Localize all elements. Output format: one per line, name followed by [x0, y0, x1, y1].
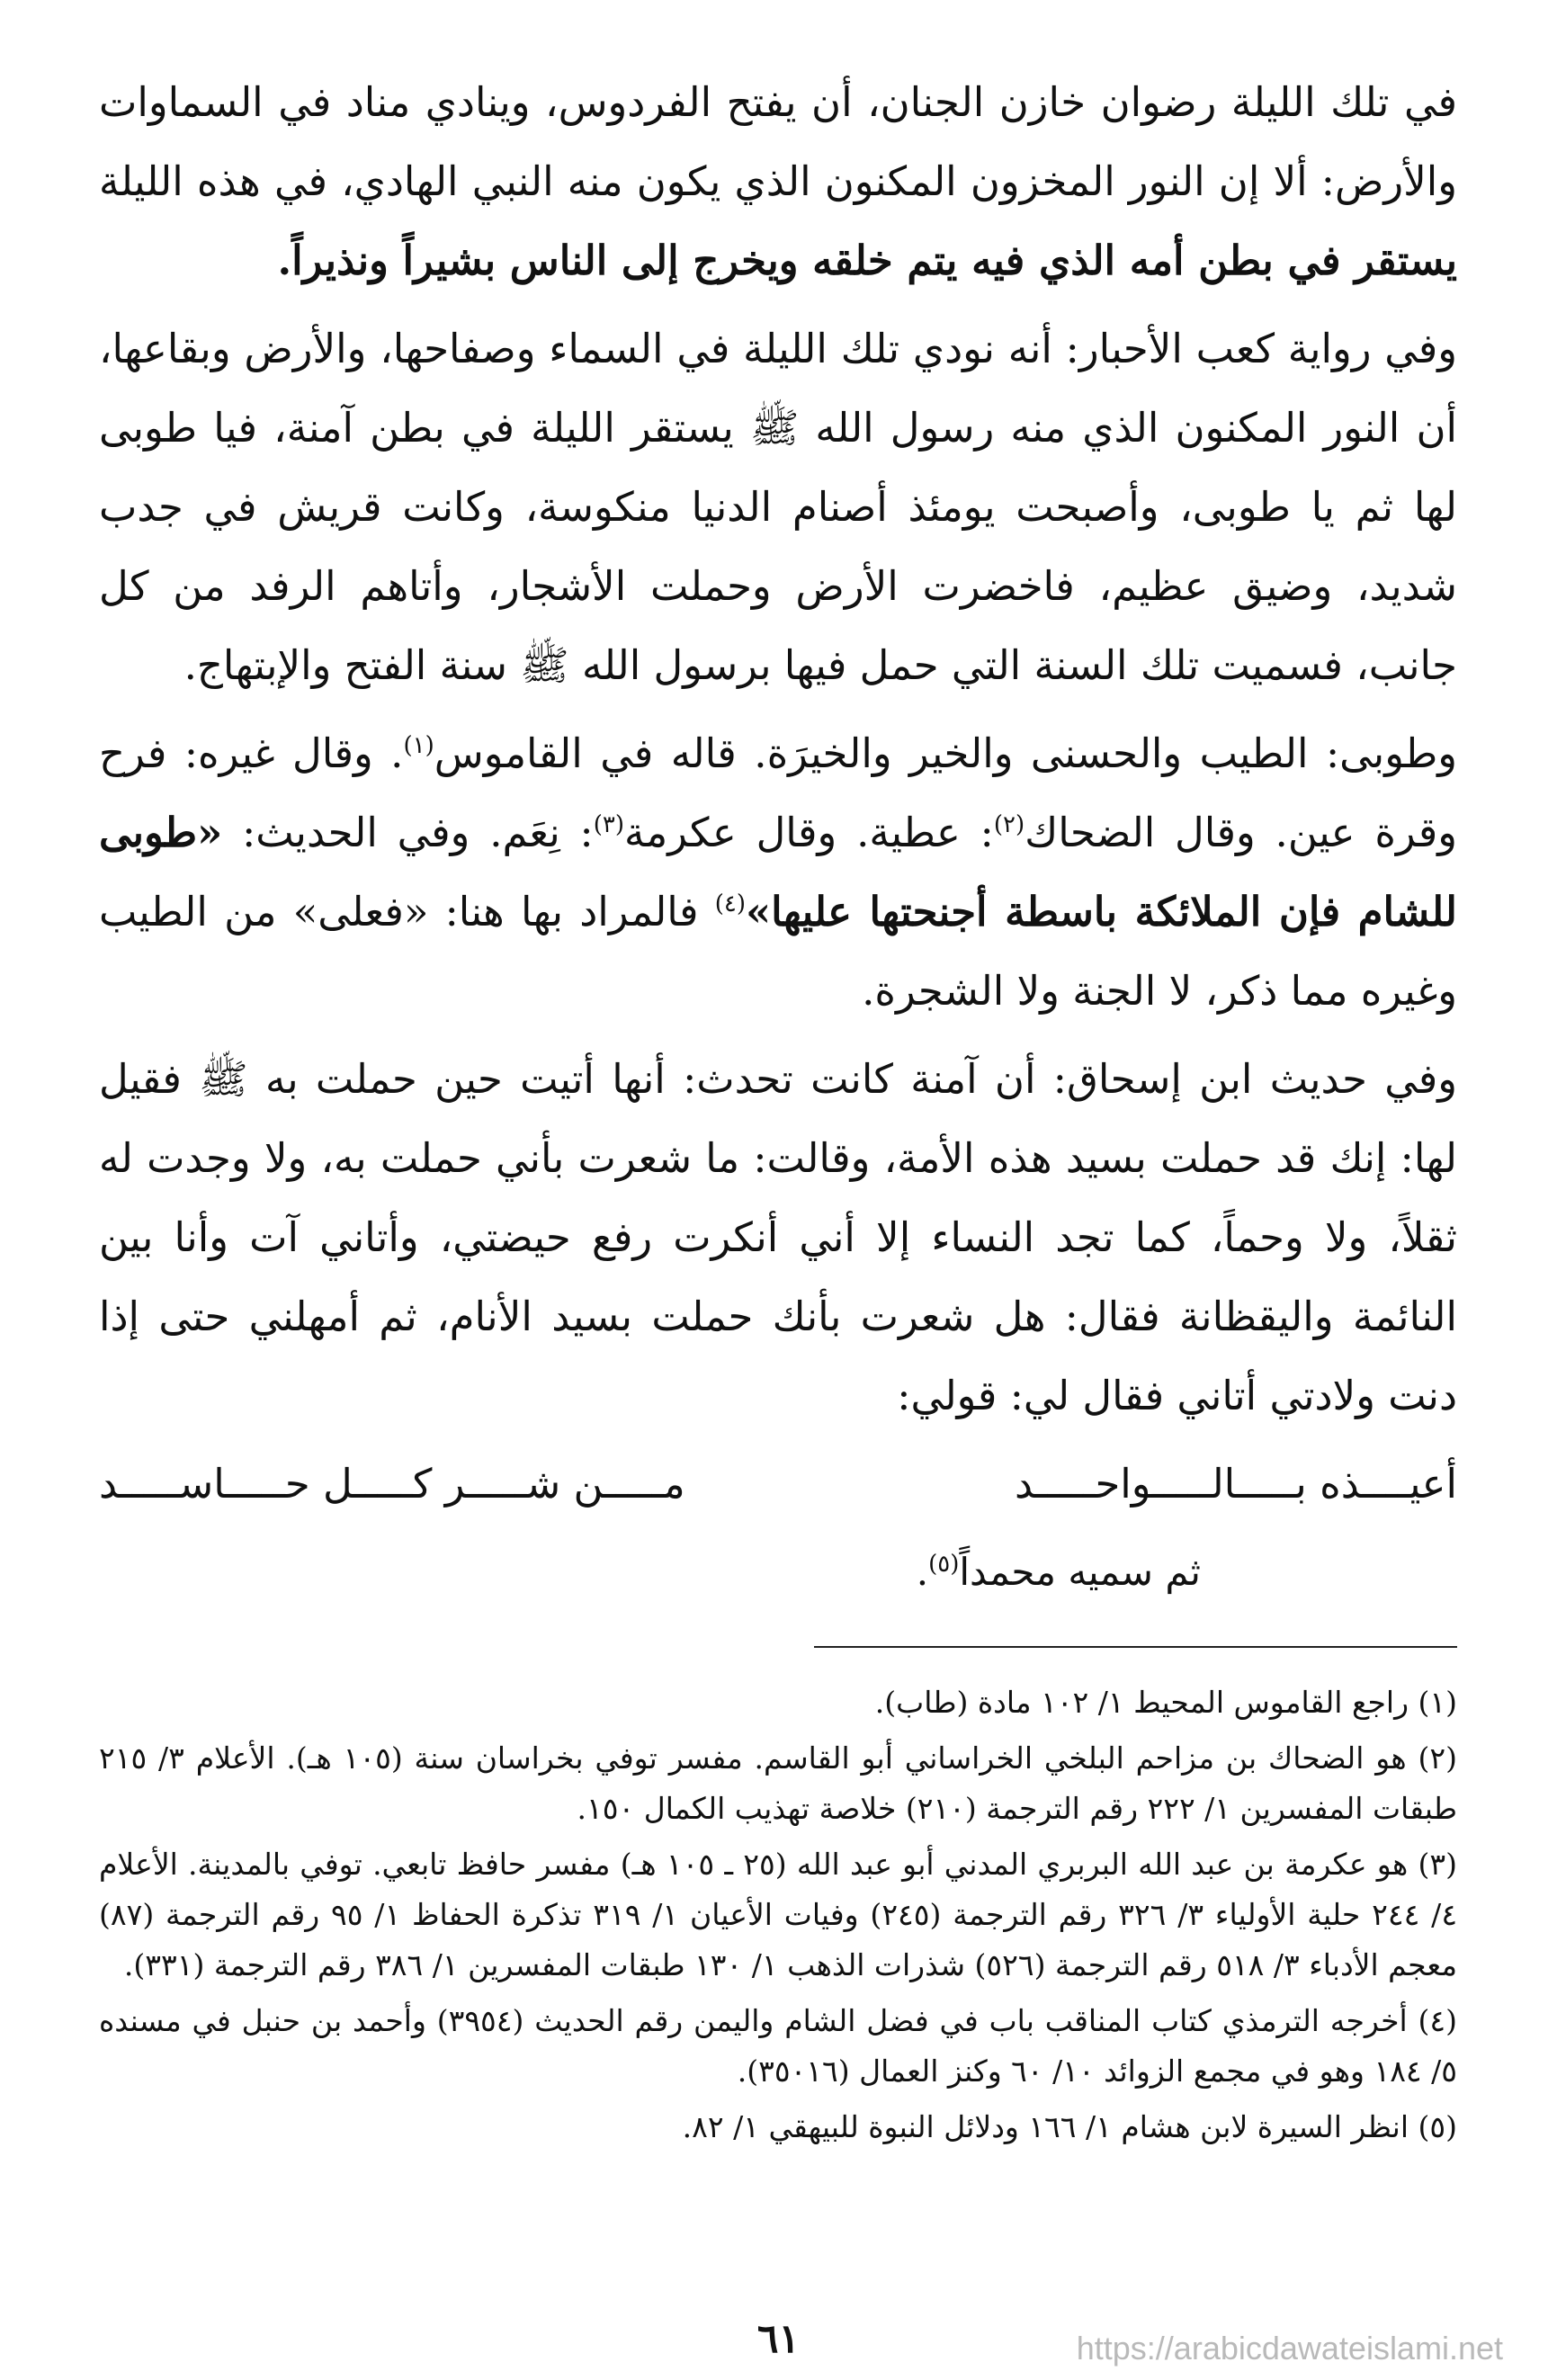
- footnote-1: (١) راجع القاموس المحيط ١/ ١٠٢ مادة (طاب).: [874, 1685, 1457, 1720]
- footnote-ref-1[interactable]: (١): [403, 732, 434, 759]
- footnote-ref-5[interactable]: (٥): [928, 1551, 960, 1578]
- verse-line: [99, 1445, 1457, 1524]
- paragraph-3-text-e: فالمراد بها هنا: «فعلى» من الطيب وغيره مما ذكر، لا الجنة ولا الشجرة.: [99, 888, 1457, 1015]
- footnote-divider: [814, 1646, 1457, 1648]
- paragraph-1: [99, 63, 1457, 300]
- paragraph-4: وفي حديث ابن إسحاق: أن آمنة كانت تحدث: أنها أتيت حين حملت به ﷺ فقيل لها: إنك قد حملت بسيد هذه الأمة، وقالت: ما شعرت بأني حملت به، ولا وجدت له ثقلاً، ولا وحماً، كما تجد النساء إلا أني أنكرت رفع حيضتي، وأتاني آت وأنا بين النائمة واليقظانة فقال: هل شعرت بأنك حملت بسيد الأنام، ثم أمهلني حتى إذا دنت ولادتي أتاني فقال لي: قولي:: [99, 1055, 1457, 1419]
- paragraph-3-text-c: : عطية. وقال عكرمة: [624, 809, 994, 856]
- footnote-ref-2[interactable]: (٢): [993, 811, 1025, 838]
- paragraph-3-text-b: . وقال غيره: فرح وقرة عين. وقال الضحاك: [99, 729, 1457, 856]
- paragraph-3: [99, 714, 1457, 1031]
- paragraph-1-bold-text: يستقر في بطن أمه الذي فيه يتم خلقه ويخرج إلى الناس بشيراً ونذيراً.: [277, 237, 1457, 284]
- paragraph-3-text-d: : نِعَم. وفي الحديث:: [242, 809, 594, 856]
- footnote-4: (٤) أخرجه الترمذي كتاب المناقب باب في فضل الشام واليمن رقم الحديث (٣٩٥٤) وأحمد بن حنبل في مسنده ٥/ ١٨٤ وهو في مجمع الزوائد ١٠/ ٦٠ وكنز العمال (٣٥٠١٦).: [99, 2003, 1457, 2089]
- footnote-5: (٥) انظر السيرة لابن هشام ١/ ١٦٦ ودلائل النبوة للبيهقي ١/ ٨٢.: [682, 2109, 1457, 2144]
- paragraph-3-text-a: وطوبى: الطيب والحسنى والخير والخيرَة. قاله في القاموس: [434, 729, 1457, 777]
- footnote-ref-3[interactable]: (٣): [593, 811, 624, 838]
- footnotes: [99, 1678, 1457, 2158]
- paragraph-2: وفي رواية كعب الأحبار: أنه نودي تلك الليلة في السماء وصفاحها، والأرض وبقاعها، أن النور المكنون الذي منه رسول الله ﷺ يستقر الليلة في بطن آمنة، فيا طوبى لها ثم يا طوبى، وأصبحت يومئذ أصنام الدنيا منكوسة، وكانت قريش في جدب شديد، وضيق عظيم، فاخضرت الأرض وحملت الأشجار، وأتاهم الرفد من كل جانب، فسميت تلك السنة التي حمل فيها برسول الله ﷺ سنة الفتح والإبتهاج.: [99, 325, 1457, 689]
- page-content: [99, 63, 1457, 2366]
- verse-hemistich-2: مـــــن شـــــر كـــــل حـــــاســـــد: [99, 1460, 685, 1508]
- verse-closing-text: ثم سميه محمداً: [959, 1550, 1201, 1594]
- verse-closing-tail: .: [916, 1550, 929, 1594]
- footnote-ref-4[interactable]: (٤): [714, 890, 747, 917]
- verse-hemistich-1: أعيــــذه بـــــالـــــواحـــــد: [1014, 1460, 1457, 1508]
- footnote-3: (٣) هو عكرمة بن عبد الله البربري المدني أبو عبد الله (٢٥ ـ ١٠٥ هـ) مفسر حافظ تابعي. توفي بالمدينة. الأعلام ٤/ ٢٤٤ حلية الأولياء ٣/ ٣٢٦ رقم الترجمة (٢٤٥) وفيات الأعيان ١/ ٣١٩ تذكرة الحفاظ ١/ ٩٥ رقم الترجمة (٨٧) معجم الأدباء ٣/ ٥١٨ رقم الترجمة (٥٢٦) شذرات الذهب ١/ ١٣٠ طبقات المفسرين ١/ ٣٨٦ رقم الترجمة (٣٣١).: [99, 1847, 1458, 1982]
- watermark-url: https://arabicdawateislami.net: [1076, 2330, 1503, 2367]
- page-number: ٦١: [756, 2316, 801, 2362]
- hadith-quote: «طوبى للشام فإن الملائكة باسطة أجنحتها عليها»: [99, 809, 1457, 935]
- verse-closing: [99, 1533, 1457, 1612]
- paragraph-1-text: في تلك الليلة رضوان خازن الجنان، أن يفتح الفردوس، وينادي مناد في السماوات والأرض: ألا إن النور المخزون المكنون الذي يكون منه النبي الهادي، في هذه الليلة: [99, 78, 1457, 205]
- footnote-2: (٢) هو الضحاك بن مزاحم البلخي الخراساني أبو القاسم. مفسر توفي بخراسان سنة (١٠٥ هـ). الأعلام ٣/ ٢١٥ طبقات المفسرين ١/ ٢٢٢ رقم الترجمة (٢١٠) خلاصة تهذيب الكمال ١٥٠.: [99, 1740, 1458, 1826]
